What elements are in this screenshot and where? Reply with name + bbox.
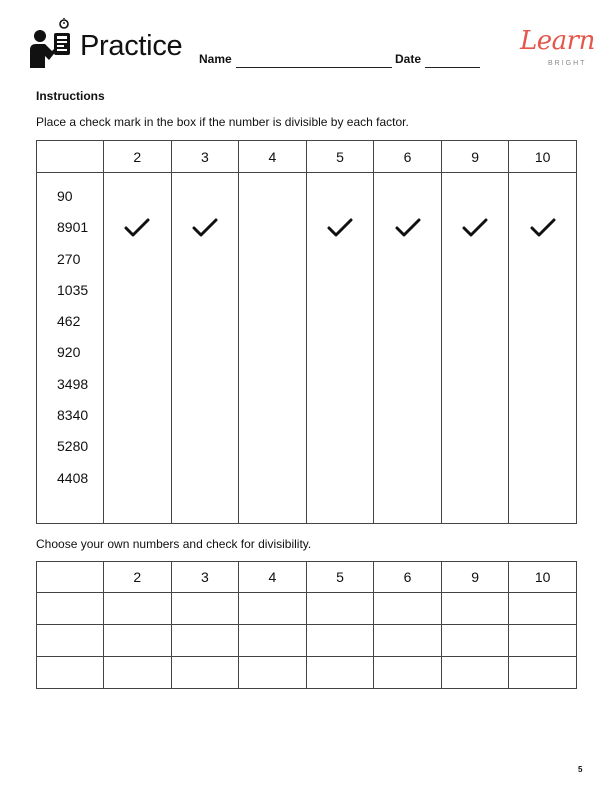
number-item: 90 <box>57 188 73 204</box>
check-cell[interactable] <box>239 593 307 625</box>
table-body-row <box>37 173 577 524</box>
check-cell[interactable] <box>441 657 509 689</box>
check-cell[interactable] <box>441 625 509 657</box>
factor-header: 2 <box>104 562 172 593</box>
factor-header: 6 <box>374 141 442 173</box>
factor-column[interactable] <box>306 173 374 524</box>
check-cell[interactable] <box>104 625 172 657</box>
factor-column[interactable] <box>104 173 172 524</box>
check-cell[interactable] <box>104 593 172 625</box>
factor-header: 5 <box>306 562 374 593</box>
practice-icon <box>28 18 74 73</box>
section2-text: Choose your own numbers and check for divisibility. <box>36 537 312 551</box>
number-item: 3498 <box>57 375 89 392</box>
check-cell[interactable] <box>171 625 239 657</box>
number-item: 8901 <box>57 219 89 236</box>
factor-header: 4 <box>239 562 307 593</box>
factor-header: 4 <box>239 141 307 173</box>
own-numbers-table <box>36 561 577 689</box>
factor-header: 10 <box>509 141 577 173</box>
name-line[interactable] <box>236 54 392 68</box>
number-item: 270 <box>57 250 81 267</box>
divisibility-table <box>36 140 577 524</box>
check-mark-icon <box>530 218 556 238</box>
check-cell[interactable] <box>306 625 374 657</box>
factor-column[interactable] <box>374 173 442 524</box>
factor-column[interactable] <box>171 173 239 524</box>
factor-header: 2 <box>104 141 172 173</box>
check-cell[interactable] <box>306 593 374 625</box>
check-cell[interactable] <box>171 593 239 625</box>
factor-header: 10 <box>509 562 577 593</box>
number-item: 920 <box>57 344 81 361</box>
instructions-text: Place a check mark in the box if the number is divisible by each factor. <box>36 115 409 129</box>
check-cell[interactable] <box>374 657 442 689</box>
factor-header: 5 <box>306 141 374 173</box>
logo-word: Learn <box>520 26 595 56</box>
corner-cell <box>37 562 104 593</box>
factor-header-row <box>37 141 577 173</box>
factor-header: 3 <box>171 141 239 173</box>
table-row <box>37 593 577 625</box>
factor-header: 9 <box>441 141 509 173</box>
factor-column[interactable] <box>239 173 307 524</box>
check-cell[interactable] <box>441 593 509 625</box>
number-item: 462 <box>57 313 81 330</box>
learn-bright-logo <box>520 26 595 70</box>
number-item: 1035 <box>57 281 89 298</box>
table-row <box>37 625 577 657</box>
number-cell[interactable] <box>37 593 104 625</box>
table-row <box>37 657 577 689</box>
check-mark-icon <box>327 218 353 238</box>
check-cell[interactable] <box>239 625 307 657</box>
number-column <box>37 173 104 524</box>
number-cell[interactable] <box>37 625 104 657</box>
corner-cell <box>37 141 104 173</box>
factor-header: 9 <box>441 562 509 593</box>
logo-sub: BRIGHT <box>548 60 587 67</box>
instructions-heading: Instructions <box>36 89 105 103</box>
factor-column[interactable] <box>441 173 509 524</box>
date-field <box>395 50 480 68</box>
factor-header-row <box>37 562 577 593</box>
factor-header: 6 <box>374 562 442 593</box>
number-item: 8340 <box>57 407 89 424</box>
factor-column[interactable] <box>509 173 577 524</box>
check-cell[interactable] <box>171 657 239 689</box>
check-mark-icon <box>395 218 421 238</box>
check-cell[interactable] <box>104 657 172 689</box>
check-cell[interactable] <box>374 593 442 625</box>
check-mark-icon <box>124 218 150 238</box>
check-cell[interactable] <box>509 657 577 689</box>
date-line[interactable] <box>425 54 480 68</box>
check-mark-icon <box>192 218 218 238</box>
date-label: Date <box>395 52 422 66</box>
check-cell[interactable] <box>374 625 442 657</box>
check-cell[interactable] <box>509 593 577 625</box>
number-item: 4408 <box>57 469 89 486</box>
number-item: 5280 <box>57 438 89 455</box>
number-cell[interactable] <box>37 657 104 689</box>
check-cell[interactable] <box>306 657 374 689</box>
page-number: 5 <box>578 765 583 774</box>
check-cell[interactable] <box>509 625 577 657</box>
check-cell[interactable] <box>239 657 307 689</box>
factor-header: 3 <box>171 562 239 593</box>
name-label: Name <box>199 52 232 66</box>
check-mark-icon <box>462 218 488 238</box>
page-title: Practice <box>80 30 183 62</box>
name-field <box>199 50 392 68</box>
